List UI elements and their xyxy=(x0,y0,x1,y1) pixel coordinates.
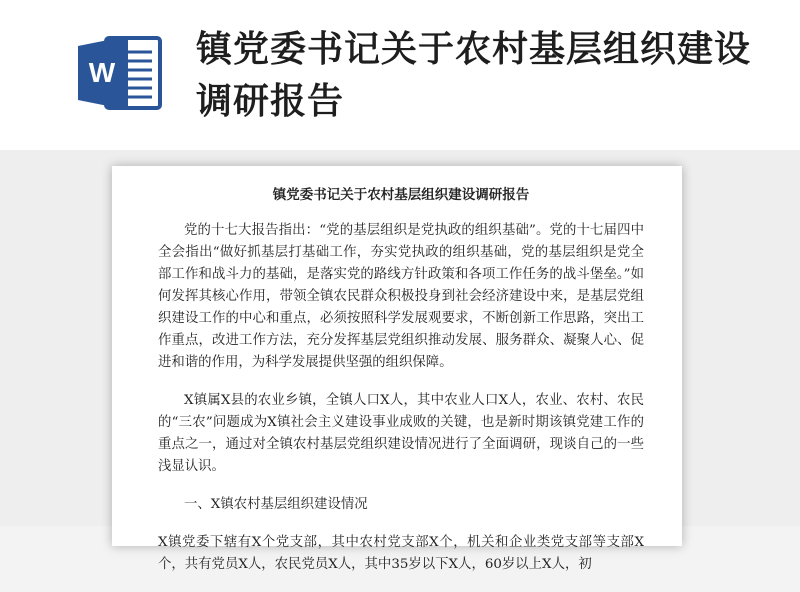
document-title: 镇党委书记关于农村基层组织建设调研报告 xyxy=(272,187,530,203)
section-heading: 一、X镇农村基层组织建设情况 xyxy=(184,497,368,512)
word-icon-letter: W xyxy=(88,57,116,88)
document-page xyxy=(112,166,682,572)
word-doc-icon xyxy=(76,32,166,112)
document-body xyxy=(158,184,644,592)
header-banner xyxy=(0,0,800,150)
paragraph-3: X镇党委下辖有X个党支部，其中农村党支部X个，机关和企业类党支部等支部X个，共有党员X人，农民党员X人，其中35岁以下X人，60岁以上X人，初 xyxy=(158,535,644,572)
page-title: 镇党委书记关于农村基层组织建设调研报告 xyxy=(196,29,752,122)
paragraph-1: 党的十七大报告指出：“党的基层组织是党执政的组织基础”。党的十七届四中全会指出“做好抓基层打基础工作，夯实党执政的组织基础，党的基层组织是党全部工作和战斗力的基础，是落实党的路线方针政策和各项工作任务的战斗堡垒。”如何发挥其核心作用，带领全镇农民群众积极投身到社会经济建设中来，是基层党组织建设工作的中心和重点，必须按照科学发展观要求，不断创新工作思路，突出工作重点，改进工作方法，充分发挥基层党组织推动发展、服务群众、凝聚人心、促进和谐的作用，为科学发展提供坚强的组织保障。 xyxy=(158,223,644,370)
paragraph-2: X镇属X县的农业乡镇，全镇人口X人，其中农业人口X人，农业、农村、农民的“三农”问题成为X镇社会主义建设事业成败的关键，也是新时期该镇党建工作的重点之一，通过对全镇农村基层党组织建设情况进行了全面调研，现谈自己的一些浅显认识。 xyxy=(158,393,644,474)
